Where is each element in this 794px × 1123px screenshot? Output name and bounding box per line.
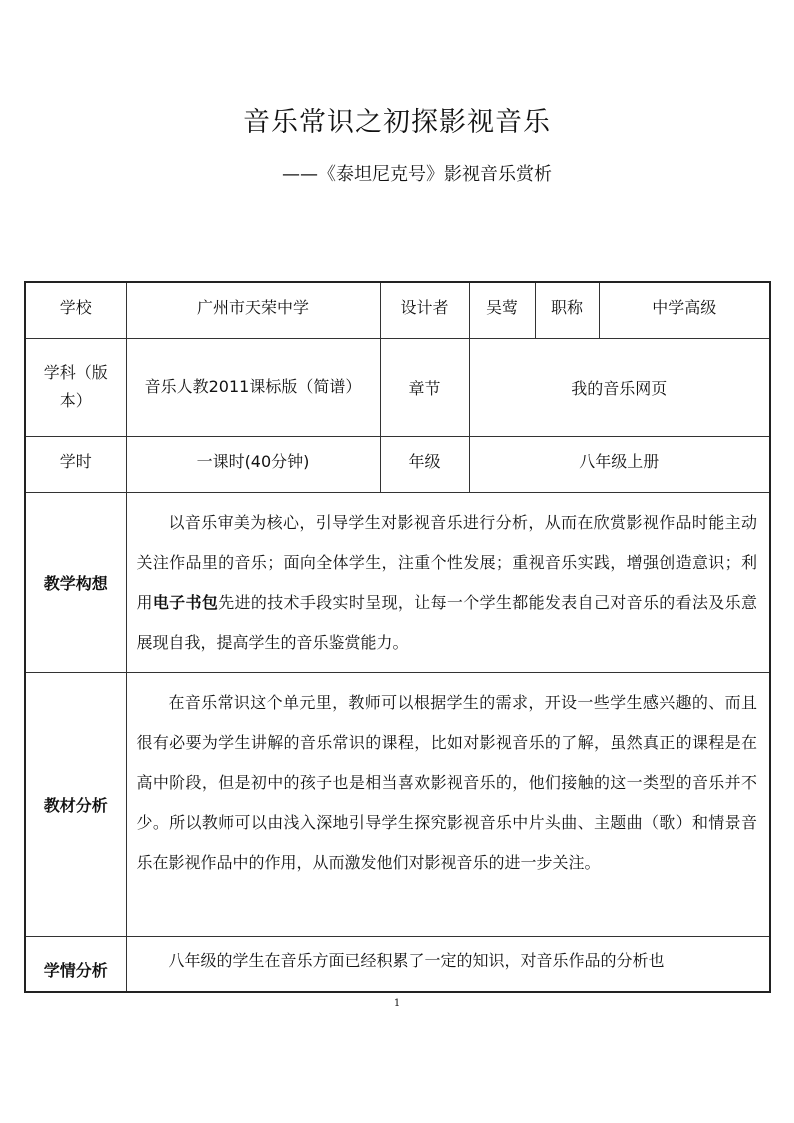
- material-analysis-text: [126, 672, 770, 936]
- designer-label: 设计者: [380, 282, 469, 338]
- teaching-concept-text: [126, 492, 770, 672]
- table-row: [25, 936, 770, 992]
- chapter-value: 我的音乐网页: [469, 338, 770, 436]
- student-analysis-text: [126, 936, 770, 992]
- grade-label: 年级: [380, 436, 469, 492]
- chapter-label: 章节: [380, 338, 469, 436]
- document-title: 音乐常识之初探影视音乐: [243, 107, 551, 138]
- concept-text-after: 先进的技术手段实时呈现，让每一个学生都能发表自己对音乐的看法及乐意展现自我，提高学生的音乐鉴赏能力。: [136, 592, 757, 652]
- hours-label: 学时: [25, 436, 126, 492]
- teaching-concept-label: 教学构想: [25, 492, 126, 672]
- professional-title-label: 职称: [535, 282, 599, 338]
- material-analysis-label: 教材分析: [25, 672, 126, 936]
- lesson-plan-table: [24, 281, 771, 993]
- table-row: [25, 436, 770, 492]
- subject-label: 学科（版本）: [25, 338, 126, 436]
- school-value: 广州市天荣中学: [126, 282, 380, 338]
- table-row: [25, 338, 770, 436]
- professional-title-value: 中学高级: [599, 282, 770, 338]
- material-analysis-paragraph: 在音乐常识这个单元里，教师可以根据学生的需求，开设一些学生感兴趣的、而且很有必要为学生讲解的音乐常识的课程，比如对影视音乐的了解，虽然真正的课程是在高中阶段，但是初中的孩子也是相当喜欢影视音乐的，他们接触的这一类型的音乐并不少。所以教师可以由浅入深地引导学生探究影视音乐中片头曲、主题曲（歌）和情景音乐在影视作品中的作用，从而激发他们对影视音乐的进一步关注。: [136, 692, 757, 872]
- concept-text-before: 以音乐审美为核心，引导学生对影视音乐进行分析，从而在欣赏影视作品时能主动关注作品里的音乐；面向全体学生，注重个性发展；重视音乐实践，增强创造意识；利用: [136, 512, 757, 612]
- page-number: 1: [393, 998, 401, 1009]
- document-subtitle: ——《泰坦尼克号》影视音乐赏析: [282, 164, 552, 185]
- table-row: [25, 492, 770, 672]
- subject-value: 音乐人教2011课标版（简谱）: [126, 338, 380, 436]
- grade-value: 八年级上册: [469, 436, 770, 492]
- concept-text-bold: 电子书包: [152, 592, 219, 612]
- student-analysis-label: 学情分析: [25, 936, 126, 992]
- table-row: [25, 672, 770, 936]
- table-row: [25, 282, 770, 338]
- designer-value: 吴莺: [469, 282, 535, 338]
- school-label: 学校: [25, 282, 126, 338]
- hours-value: 一课时(40分钟): [126, 436, 380, 492]
- student-analysis-paragraph: 八年级的学生在音乐方面已经积累了一定的知识，对音乐作品的分析也: [168, 950, 665, 970]
